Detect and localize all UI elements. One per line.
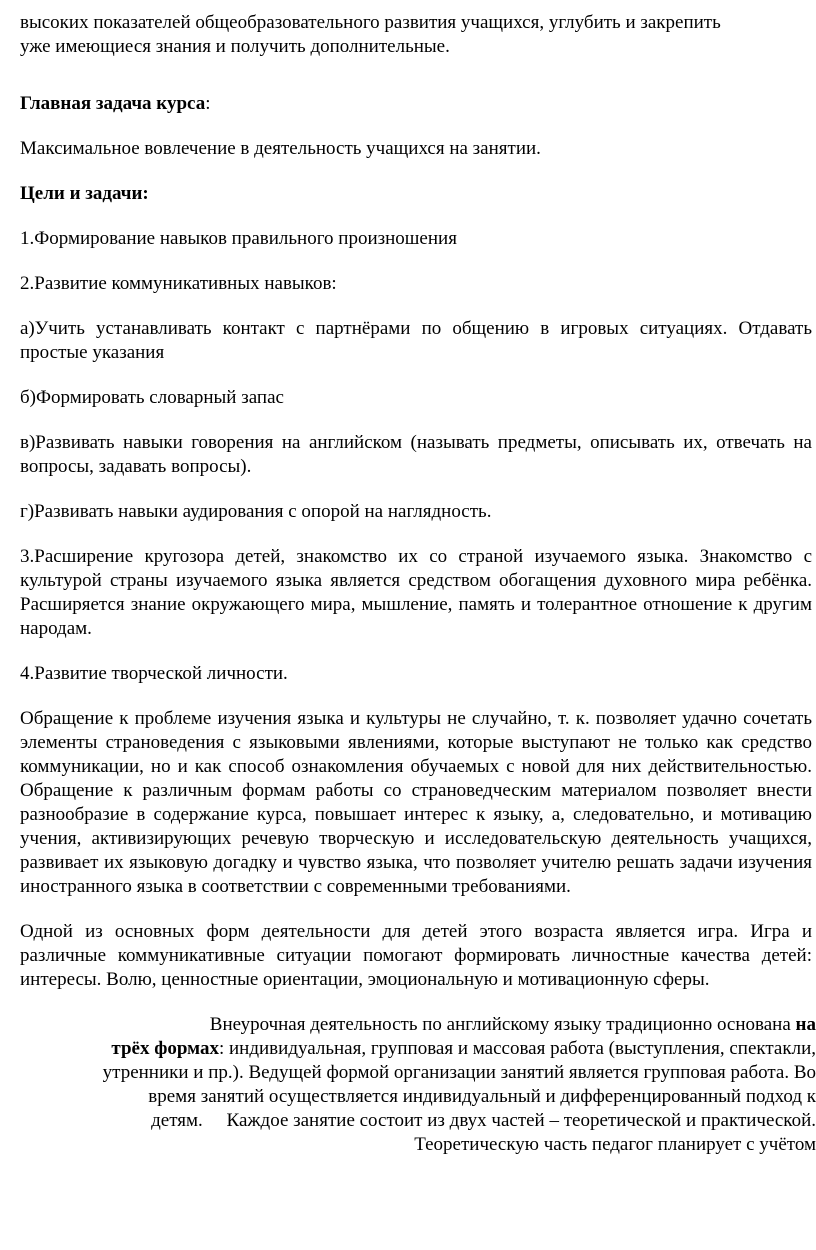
final-line-3: утренники и пр.). Ведущей формой организации занятий является групповая работа. Во — [102, 1062, 816, 1083]
final-line-1-bold: на — [795, 1014, 816, 1035]
goal-2b: б)Формировать словарный запас — [20, 387, 284, 408]
final-line-2-text: : индивидуальная, групповая и массовая работа (выступления, спектакли, — [218, 1038, 816, 1059]
goal-2g: г)Развивать навыки аудирования с опорой на наглядность. — [20, 501, 492, 522]
goal-2v: в)Развивать навыки говорения на английском (называть предметы, описывать их, отвечать на вопросы, задавать вопросы). — [20, 432, 812, 477]
final-line-6: Теоретическую часть педагог планирует с учётом — [414, 1134, 816, 1155]
main-task-heading-colon: : — [205, 93, 211, 114]
intro-line-1: высоких показателей общеобразовательного развития учащихся, углубить и закрепить — [20, 12, 721, 33]
main-task-heading — [20, 92, 812, 116]
goal-1: 1.Формирование навыков правильного произношения — [20, 228, 457, 249]
main-task-heading-text: Главная задача курса — [20, 93, 206, 114]
final-line-1 — [20, 1013, 816, 1037]
intro-paragraph — [20, 11, 812, 59]
main-task-text: Максимальное вовлечение в деятельность учащихся на занятии. — [20, 138, 541, 159]
final-paragraph — [20, 1013, 816, 1157]
goal-3: 3.Расширение кругозора детей, знакомство их со страной изучаемого языка. Знакомство с культурой страны изучаемого языка является средством обогащения духовного мира ребёнка. Расширяется знание окружающего мира, мышление, память и толерантное отношение к другим народам. — [20, 546, 812, 639]
final-line-4: время занятий осуществляется индивидуальный и дифференцированный подход к — [148, 1086, 816, 1107]
goal-4: 4.Развитие творческой личности. — [20, 663, 288, 684]
final-line-2-bold: трёх формах — [111, 1038, 219, 1059]
goals-heading: Цели и задачи: — [20, 183, 149, 204]
final-line-5: детям. Каждое занятие состоит из двух частей – теоретической и практической. — [151, 1110, 816, 1131]
game-paragraph: Одной из основных форм деятельности для детей этого возраста является игра. Игра и различные коммуникативные ситуации помогают формировать личностные качества детей: интересы. Волю, ценностные ориентации, эмоциональную и мотивационную сферы. — [20, 921, 812, 990]
document-page — [20, 0, 816, 1157]
goal-2: 2.Развитие коммуникативных навыков: — [20, 273, 337, 294]
intro-line-2: уже имеющиеся знания и получить дополнительные. — [20, 36, 450, 57]
final-line-1-text: Внеурочная деятельность по английскому языку традиционно основана — [209, 1014, 796, 1035]
culture-paragraph: Обращение к проблеме изучения языка и культуры не случайно, т. к. позволяет удачно сочетать элементы страноведения с языковыми явлениями, которые выступают не только как средство коммуникации, но и как способ ознакомления обучаемых с новой для них действительностью. Обращение к различным формам работы со страноведческим материалом позволяет внести разнообразие в содержание курса, повышает интерес к языку, а, следовательно, и мотивацию учения, активизирующих речевую творческую и исследовательскую деятельность учащихся, развивает их языковую догадку и чувство языка, что позволяет учителю решать задачи изучения иностранного языка в соответствии с современными требованиями. — [20, 708, 812, 897]
final-line-2 — [20, 1037, 816, 1061]
goal-2a: а)Учить устанавливать контакт с партнёрами по общению в игровых ситуациях. Отдавать простые указания — [20, 318, 812, 363]
